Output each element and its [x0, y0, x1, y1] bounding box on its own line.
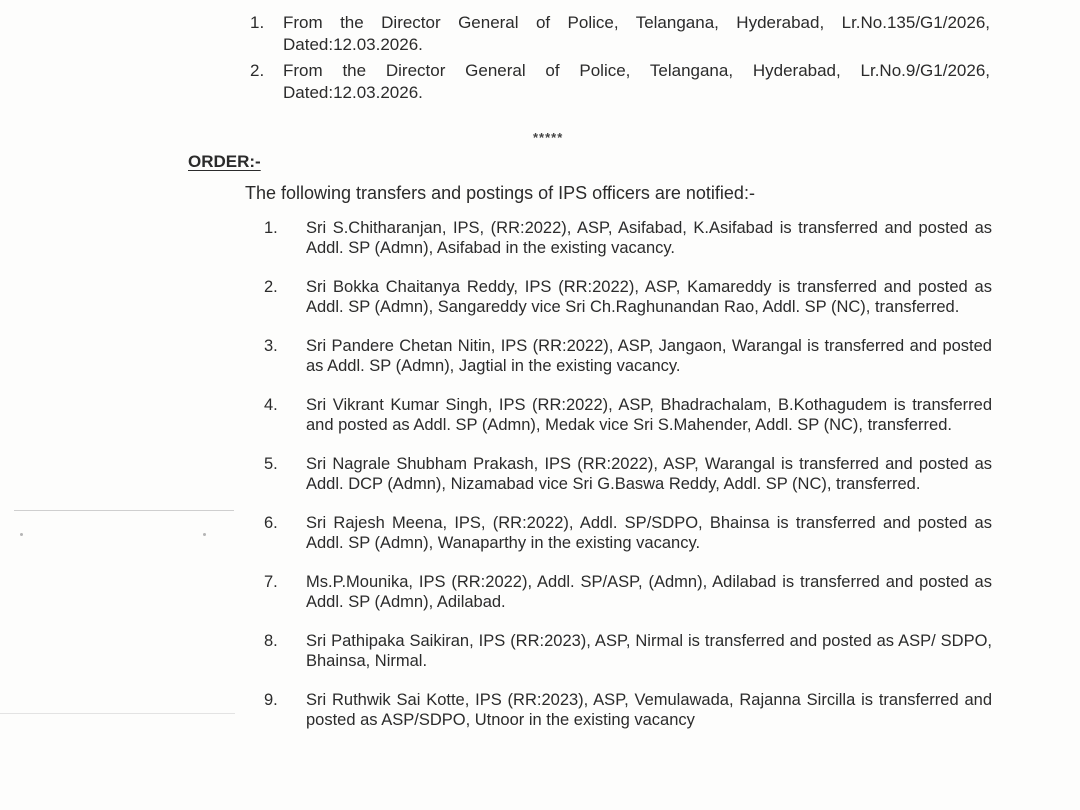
order-number: 7. [264, 573, 278, 591]
order-text: Sri Bokka Chaitanya Reddy, IPS (RR:2022), ASP, Kamareddy is transferred and posted as Addl. SP (Admn), Sangareddy vice Sri Ch.Raghunandan Rao, Addl. SP (NC), transferred. [306, 278, 992, 316]
reference-item [250, 12, 990, 56]
order-heading: ORDER:- [188, 152, 261, 171]
section-separator: ***** [533, 130, 564, 145]
margin-rule [0, 713, 235, 714]
order-text: Sri Pathipaka Saikiran, IPS (RR:2023), ASP, Nirmal is transferred and posted as ASP/ SDPO, Bhainsa, Nirmal. [306, 632, 992, 670]
reference-text: From the Director General of Police, Telangana, Hyderabad, Lr.No.135/G1/2026, Dated:12.03.2026. [283, 13, 990, 54]
order-number: 3. [264, 337, 278, 355]
reference-text: From the Director General of Police, Telangana, Hyderabad, Lr.No.9/G1/2026, Dated:12.03.2026. [283, 61, 990, 102]
order-text: Sri Nagrale Shubham Prakash, IPS (RR:2022), ASP, Warangal is transferred and posted as Addl. DCP (Admn), Nizamabad vice Sri G.Baswa Reddy, Addl. SP (NC), transferred. [306, 455, 992, 493]
order-item [262, 395, 992, 435]
order-number: 9. [264, 691, 278, 709]
order-text: Sri Pandere Chetan Nitin, IPS (RR:2022), ASP, Jangaon, Warangal is transferred and posted as Addl. SP (Admn), Jagtial in the existing vacancy. [306, 337, 992, 375]
order-number: 1. [264, 219, 278, 237]
order-item [262, 454, 992, 494]
reference-number: 1. [250, 13, 265, 32]
order-text: Sri S.Chitharanjan, IPS, (RR:2022), ASP, Asifabad, K.Asifabad is transferred and posted as Addl. SP (Admn), Asifabad in the existing vacancy. [306, 219, 992, 257]
margin-rule [14, 510, 234, 511]
order-item [262, 513, 992, 553]
order-text: Sri Vikrant Kumar Singh, IPS (RR:2022), ASP, Bhadrachalam, B.Kothagudem is transferred and posted as Addl. SP (Admn), Medak vice Sri S.Mahender, Addl. SP (NC), transferred. [306, 396, 992, 434]
order-item [262, 690, 992, 730]
order-intro: The following transfers and postings of IPS officers are notified:- [245, 183, 755, 203]
reference-number: 2. [250, 61, 265, 80]
scan-speck [20, 533, 23, 536]
order-item [262, 572, 992, 612]
order-number: 2. [264, 278, 278, 296]
reference-item [250, 60, 990, 104]
order-number: 8. [264, 632, 278, 650]
order-item [262, 277, 992, 317]
scan-speck [203, 533, 206, 536]
order-number: 5. [264, 455, 278, 473]
order-list [262, 218, 992, 749]
order-number: 4. [264, 396, 278, 414]
order-text: Sri Ruthwik Sai Kotte, IPS (RR:2023), ASP, Vemulawada, Rajanna Sircilla is transferred and posted as ASP/SDPO, Utnoor in the existing vacancy [306, 691, 992, 729]
order-item [262, 631, 992, 671]
order-item [262, 218, 992, 258]
order-text: Sri Rajesh Meena, IPS, (RR:2022), Addl. SP/SDPO, Bhainsa is transferred and posted as Addl. SP (Admn), Wanaparthy in the existing vacancy. [306, 514, 992, 552]
order-number: 6. [264, 514, 278, 532]
order-item [262, 336, 992, 376]
order-text: Ms.P.Mounika, IPS (RR:2022), Addl. SP/ASP, (Admn), Adilabad is transferred and posted as Addl. SP (Admn), Adilabad. [306, 573, 992, 611]
